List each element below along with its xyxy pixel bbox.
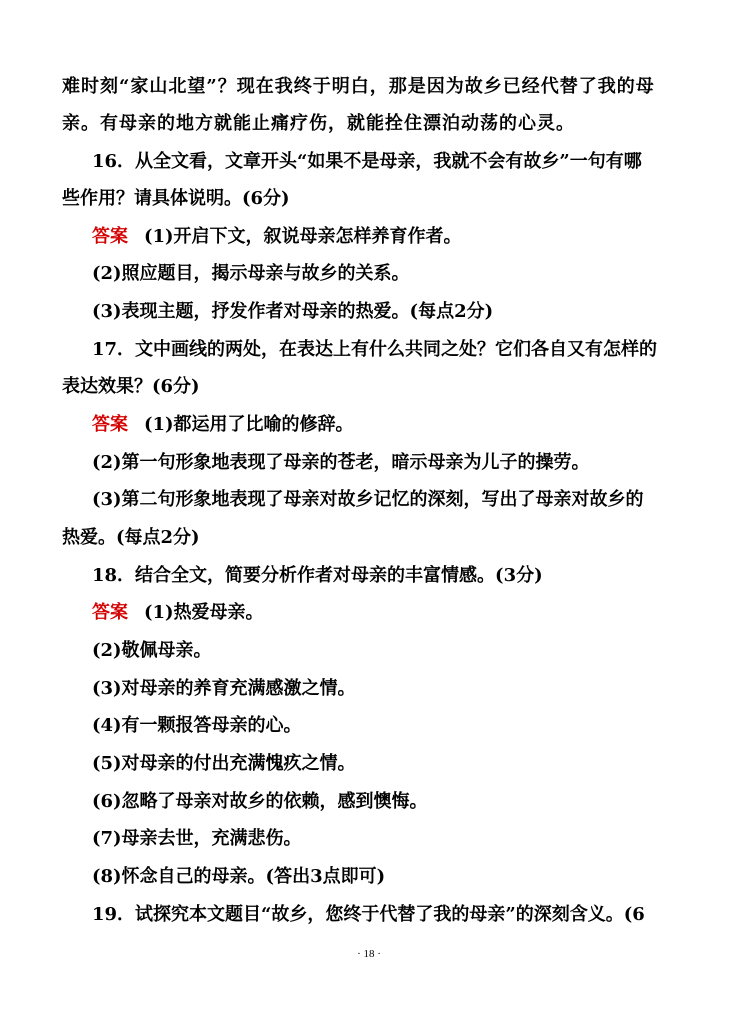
answer-text: (1)热爱母亲。 — [144, 602, 264, 623]
answer-line — [92, 412, 682, 438]
question-17-line: 表达效果？(6分) — [62, 376, 200, 397]
answer-line: (2)照应题目，揭示母亲与故乡的关系。 — [92, 263, 410, 284]
answer-line: (6)忽略了母亲对故乡的依赖，感到懊悔。 — [92, 791, 428, 812]
question-16-line: 16．从全文看，文章开头“如果不是母亲，我就不会有故乡”一句有哪 — [92, 151, 642, 172]
answer-line: (2)第一句形象地表现了母亲的苍老，暗示母亲为儿子的操劳。 — [92, 452, 590, 473]
passage-line: 亲。有母亲的地方就能止痛疗伤，就能拴住漂泊动荡的心灵。 — [62, 113, 575, 134]
question-17-line: 17．文中画线的两处，在表达上有什么共同之处？它们各自又有怎样的 — [92, 339, 658, 360]
answer-text: (1)都运用了比喻的修辞。 — [144, 414, 354, 435]
page-number: · 18 · — [357, 948, 381, 960]
answer-line: (5)对母亲的付出充满愧疚之情。 — [92, 753, 356, 774]
answer-line — [92, 224, 682, 250]
answer-line: (3)第二句形象地表现了母亲对故乡记忆的深刻，写出了母亲对故乡的 — [92, 489, 644, 510]
answer-text: (1)开启下文，叙说母亲怎样养育作者。 — [144, 226, 462, 247]
answer-label: 答案 — [92, 602, 128, 623]
answer-label: 答案 — [92, 414, 128, 435]
answer-label: 答案 — [92, 226, 128, 247]
answer-line: (7)母亲去世，充满悲伤。 — [92, 828, 302, 849]
answer-line: (8)怀念自己的母亲。(答出3点即可) — [92, 866, 386, 887]
answer-line: (2)敬佩母亲。 — [92, 640, 212, 661]
answer-line: (3)对母亲的养育充满感激之情。 — [92, 678, 356, 699]
answer-line: (3)表现主题，抒发作者对母亲的热爱。(每点2分) — [92, 301, 494, 322]
question-16-line: 些作用？请具体说明。(6分) — [62, 188, 290, 209]
answer-line — [92, 600, 682, 626]
answer-line: 热爱。(每点2分) — [62, 527, 200, 548]
answer-line: (4)有一颗报答母亲的心。 — [92, 715, 302, 736]
question-19-line: 19．试探究本文题目“故乡，您终于代替了我的母亲”的深刻含义。(6 — [92, 904, 645, 925]
question-18-line: 18．结合全文，简要分析作者对母亲的丰富情感。(3分) — [92, 565, 543, 586]
passage-line: 难时刻“家山北望”？现在我终于明白，那是因为故乡已经代替了我的母 — [62, 76, 655, 97]
